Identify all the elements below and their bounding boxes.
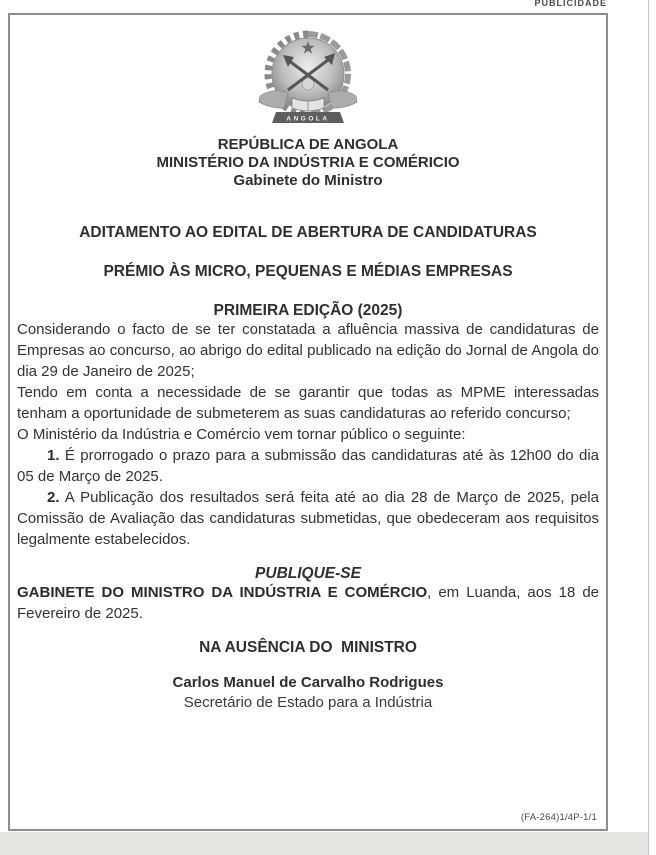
list-item-1-number: 1. (47, 447, 60, 464)
publique-se-heading: PUBLIQUE-SE (255, 565, 361, 582)
gabinete-bold-lead: GABINETE DO MINISTRO DA INDÚSTRIA E COMÉRCIO (17, 584, 428, 601)
signer-name: Carlos Manuel de Carvalho Rodrigues (172, 674, 444, 691)
footer-reference-code: (FA-264)1/4P-1/1 (520, 812, 597, 823)
notice-heading-aditamento: ADITAMENTO AO EDITAL DE ABERTURA DE CANDIDATURAS (79, 224, 537, 241)
absence-heading: NA AUSÊNCIA DO MINISTRO (199, 639, 417, 656)
list-item-1-text: É prorrogado o prazo para a submissão das candidaturas até às 12h00 do dia 05 de Março de 2025. (17, 447, 599, 485)
ministry-title: MINISTÉRIO DA INDÚSTRIA E COMÉRICIO (156, 154, 460, 171)
list-item-2-number: 2. (47, 489, 60, 506)
gabinete-date-text: , em Luanda, aos 18 de Fevereiro de 2025. (17, 584, 600, 622)
notice-heading-premio: PRÉMIO ÀS MICRO, PEQUENAS E MÉDIAS EMPRESAS (103, 263, 513, 280)
emblem-banner-label: ANGOLA (286, 115, 330, 123)
paragraph-gabinete-date (17, 582, 599, 624)
paragraph-considerando: Considerando o facto de se ter constatada a afluência massiva de candidaturas de Empresas ao concurso, ao abrigo do edital publicado na edição do Jornal de Angola do dia 29 de Janeiro de 2025; (17, 321, 599, 380)
office-title: Gabinete do Ministro (233, 172, 383, 189)
notice-document (8, 13, 608, 831)
bottom-scan-band (0, 832, 648, 855)
notice-heading-edicao: PRIMEIRA EDIÇÃO (2025) (213, 302, 403, 319)
list-item-1 (17, 445, 599, 487)
republic-title: REPÚBLICA DE ANGOLA (217, 136, 399, 153)
list-item-2-text: A Publicação dos resultados será feita até ao dia 28 de Março de 2025, pela Comissão de Avaliação das candidaturas submetidas, que obedeceram aos requisitos legalmente estabelecidos. (17, 489, 599, 548)
angola-coat-of-arms-icon (17, 24, 599, 133)
list-item-2 (17, 487, 599, 550)
paragraph-tendo-em-conta: Tendo em conta a necessidade de se garantir que todas as MPME interessadas tenham a oportunidade de submeterem as suas candidaturas ao referido concurso; (17, 384, 599, 422)
scan-edge-line (648, 0, 649, 855)
signer-title: Secretário de Estado para a Indústria (183, 694, 433, 711)
publicidade-label: PUBLICIDADE (534, 0, 607, 8)
paragraph-ministerio-torna-publico: O Ministério da Indústria e Comércio vem tornar público o seguinte: (17, 426, 466, 443)
